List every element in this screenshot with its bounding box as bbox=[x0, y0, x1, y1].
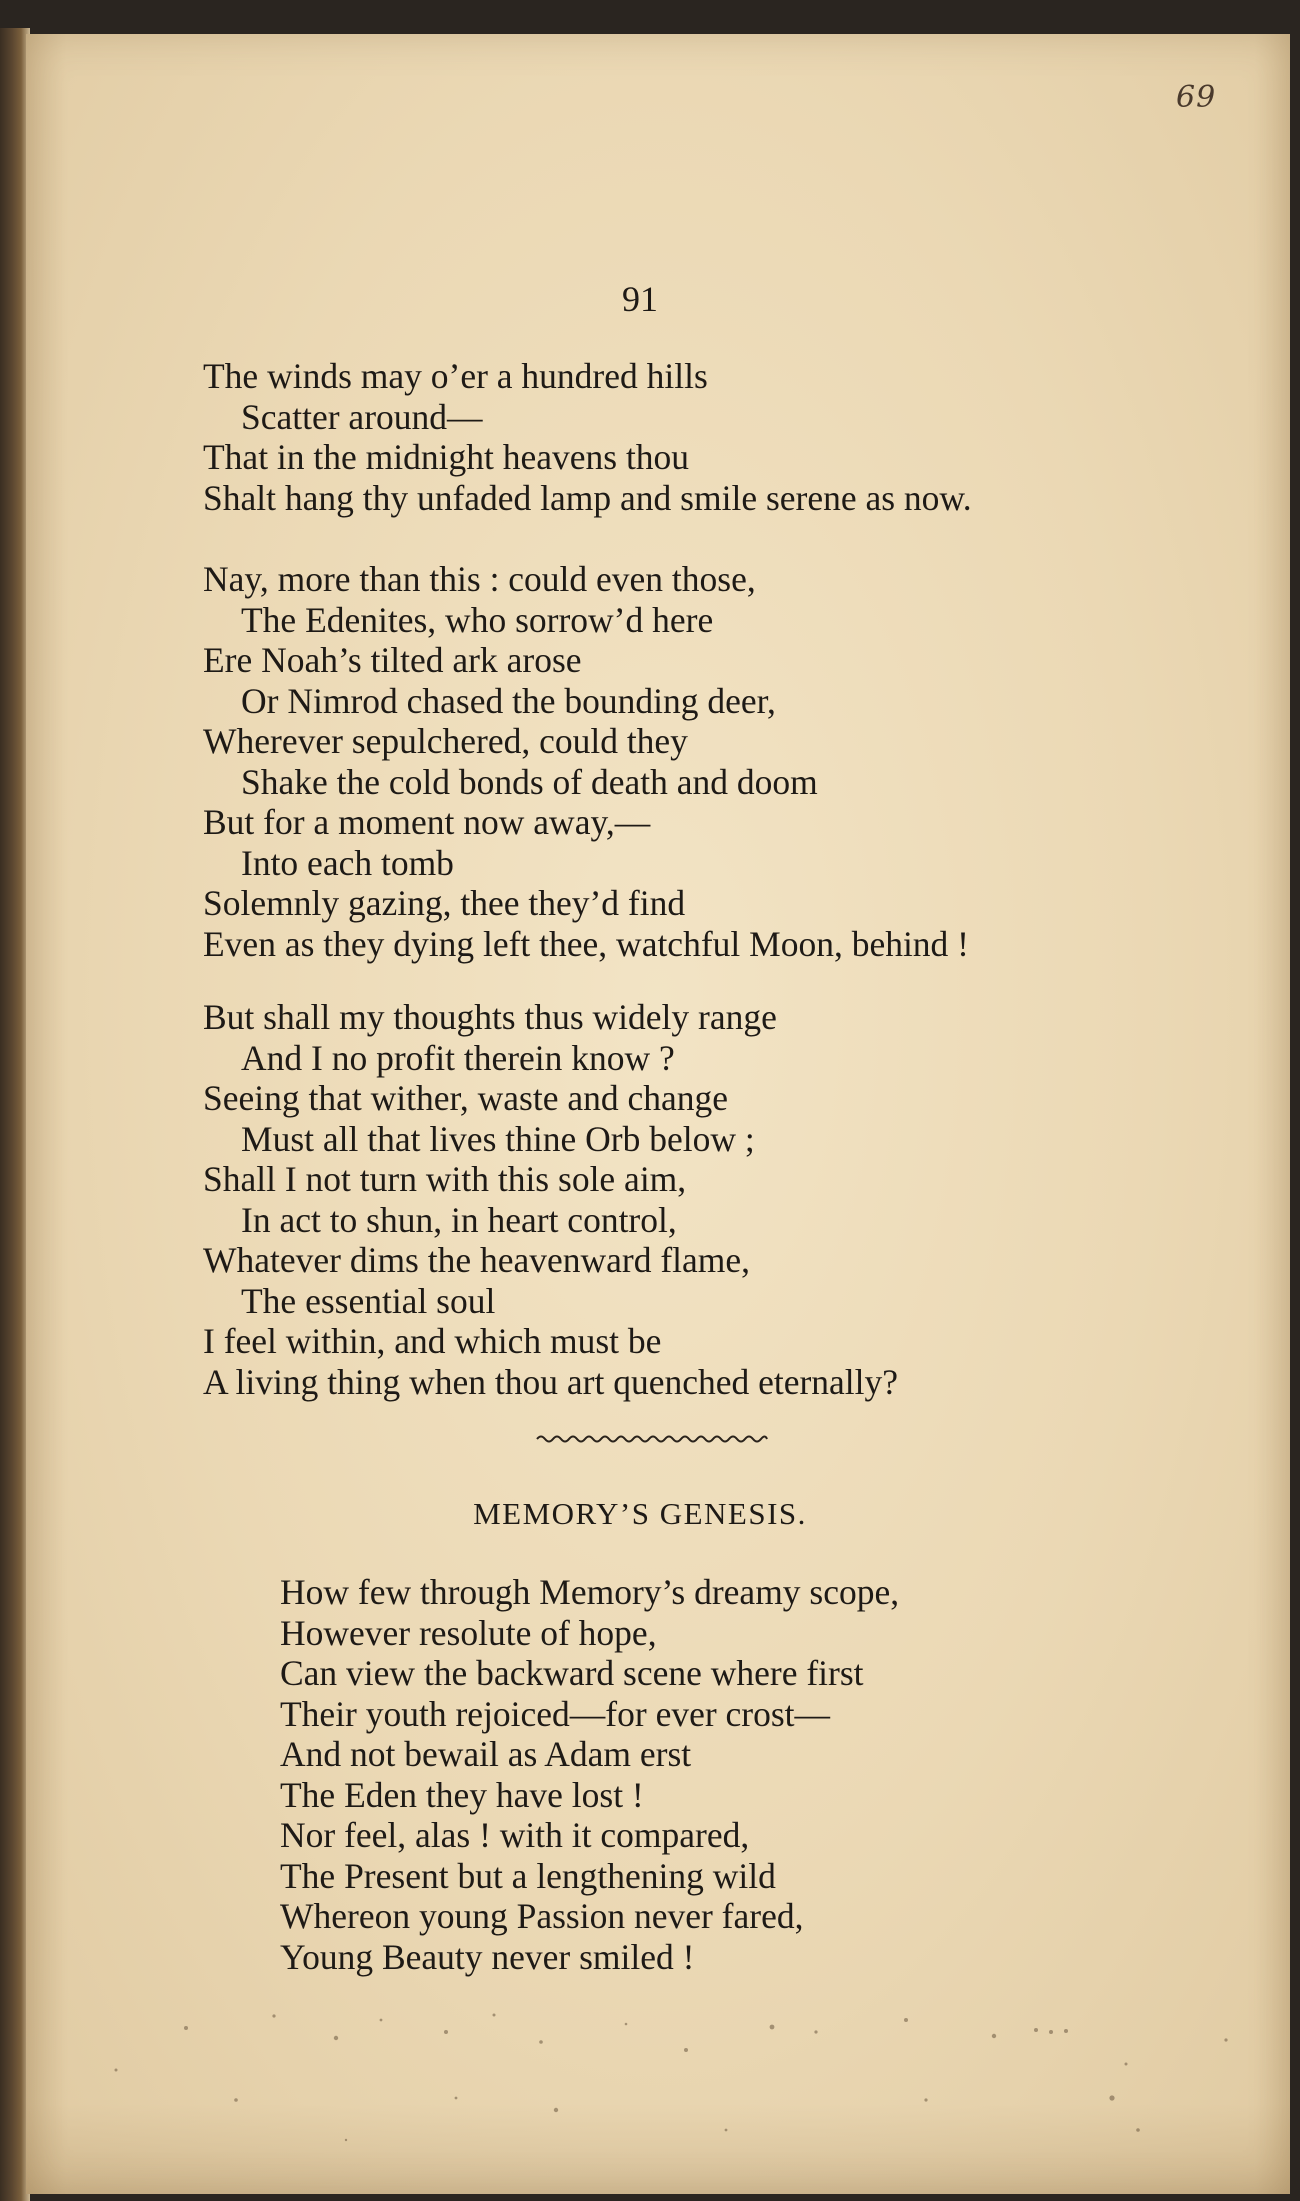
verse-line: Even as they dying left thee, watchful Moon, behind ! bbox=[203, 923, 970, 964]
verse-line: That in the midnight heavens thou bbox=[203, 437, 690, 477]
verse-line: Wherever sepulchered, could they bbox=[203, 721, 688, 761]
verse-line: The Present but a lengthening wild bbox=[280, 1855, 776, 1896]
verse-line: Into each tomb bbox=[241, 842, 454, 883]
verse-line: Shalt hang thy unfaded lamp and smile serene as now. bbox=[203, 477, 972, 518]
poem-title: MEMORY’S GENESIS. bbox=[473, 1496, 807, 1531]
verse-line: And not bewail as Adam erst bbox=[280, 1734, 692, 1774]
verse-line: Whereon young Passion never fared, bbox=[280, 1896, 804, 1936]
verse-line: How few through Memory’s dreamy scope, bbox=[280, 1572, 900, 1612]
verse-line: However resolute of hope, bbox=[280, 1612, 657, 1653]
section-divider-ornament bbox=[535, 1432, 769, 1446]
poem-memorys-genesis bbox=[280, 1572, 899, 1977]
verse-line: Seeing that wither, waste and change bbox=[203, 1078, 728, 1118]
verse-line: I feel within, and which must be bbox=[203, 1321, 662, 1361]
verse-line: Young Beauty never smiled ! bbox=[280, 1936, 695, 1977]
paper-foxing-specks bbox=[26, 1980, 1290, 2194]
verse-line: Nor feel, alas ! with it compared, bbox=[280, 1815, 750, 1855]
verse-line: But shall my thoughts thus widely range bbox=[203, 997, 777, 1037]
verse-line: Whatever dims the heavenward flame, bbox=[203, 1240, 751, 1280]
verse-line: The Eden they have lost ! bbox=[280, 1774, 644, 1815]
verse-line: Shall I not turn with this sole aim, bbox=[203, 1159, 687, 1199]
verse-line: Solemnly gazing, thee they’d find bbox=[203, 883, 686, 923]
verse-line: The winds may o’er a hundred hills bbox=[203, 356, 708, 396]
handwritten-folio-number: 69 bbox=[1176, 80, 1217, 115]
verse-line: Ere Noah’s tilted ark arose bbox=[203, 640, 582, 680]
verse-line: Must all that lives thine Orb below ; bbox=[241, 1118, 755, 1159]
verse-line: The essential soul bbox=[241, 1280, 496, 1321]
verse-line: The Edenites, who sorrow’d here bbox=[241, 599, 714, 640]
verse-line: Their youth rejoiced—for ever crost— bbox=[280, 1693, 831, 1734]
verse-line: But for a moment now away,— bbox=[203, 802, 651, 842]
verse-line: In act to shun, in heart control, bbox=[241, 1199, 677, 1240]
verse-line: Nay, more than this : could even those, bbox=[203, 559, 756, 599]
stanza-3 bbox=[203, 997, 898, 1402]
page-number: 91 bbox=[622, 279, 658, 319]
stanza-2 bbox=[203, 559, 969, 964]
stanza-1 bbox=[203, 356, 972, 518]
verse-line: Or Nimrod chased the bounding deer, bbox=[241, 680, 776, 721]
verse-line: Scatter around— bbox=[241, 396, 483, 437]
verse-line: Shake the cold bonds of death and doom bbox=[241, 761, 818, 802]
verse-line: A living thing when thou art quenched eternally? bbox=[203, 1361, 899, 1402]
verse-line: And I no profit therein know ? bbox=[241, 1037, 675, 1078]
verse-line: Can view the backward scene where first bbox=[280, 1653, 864, 1693]
